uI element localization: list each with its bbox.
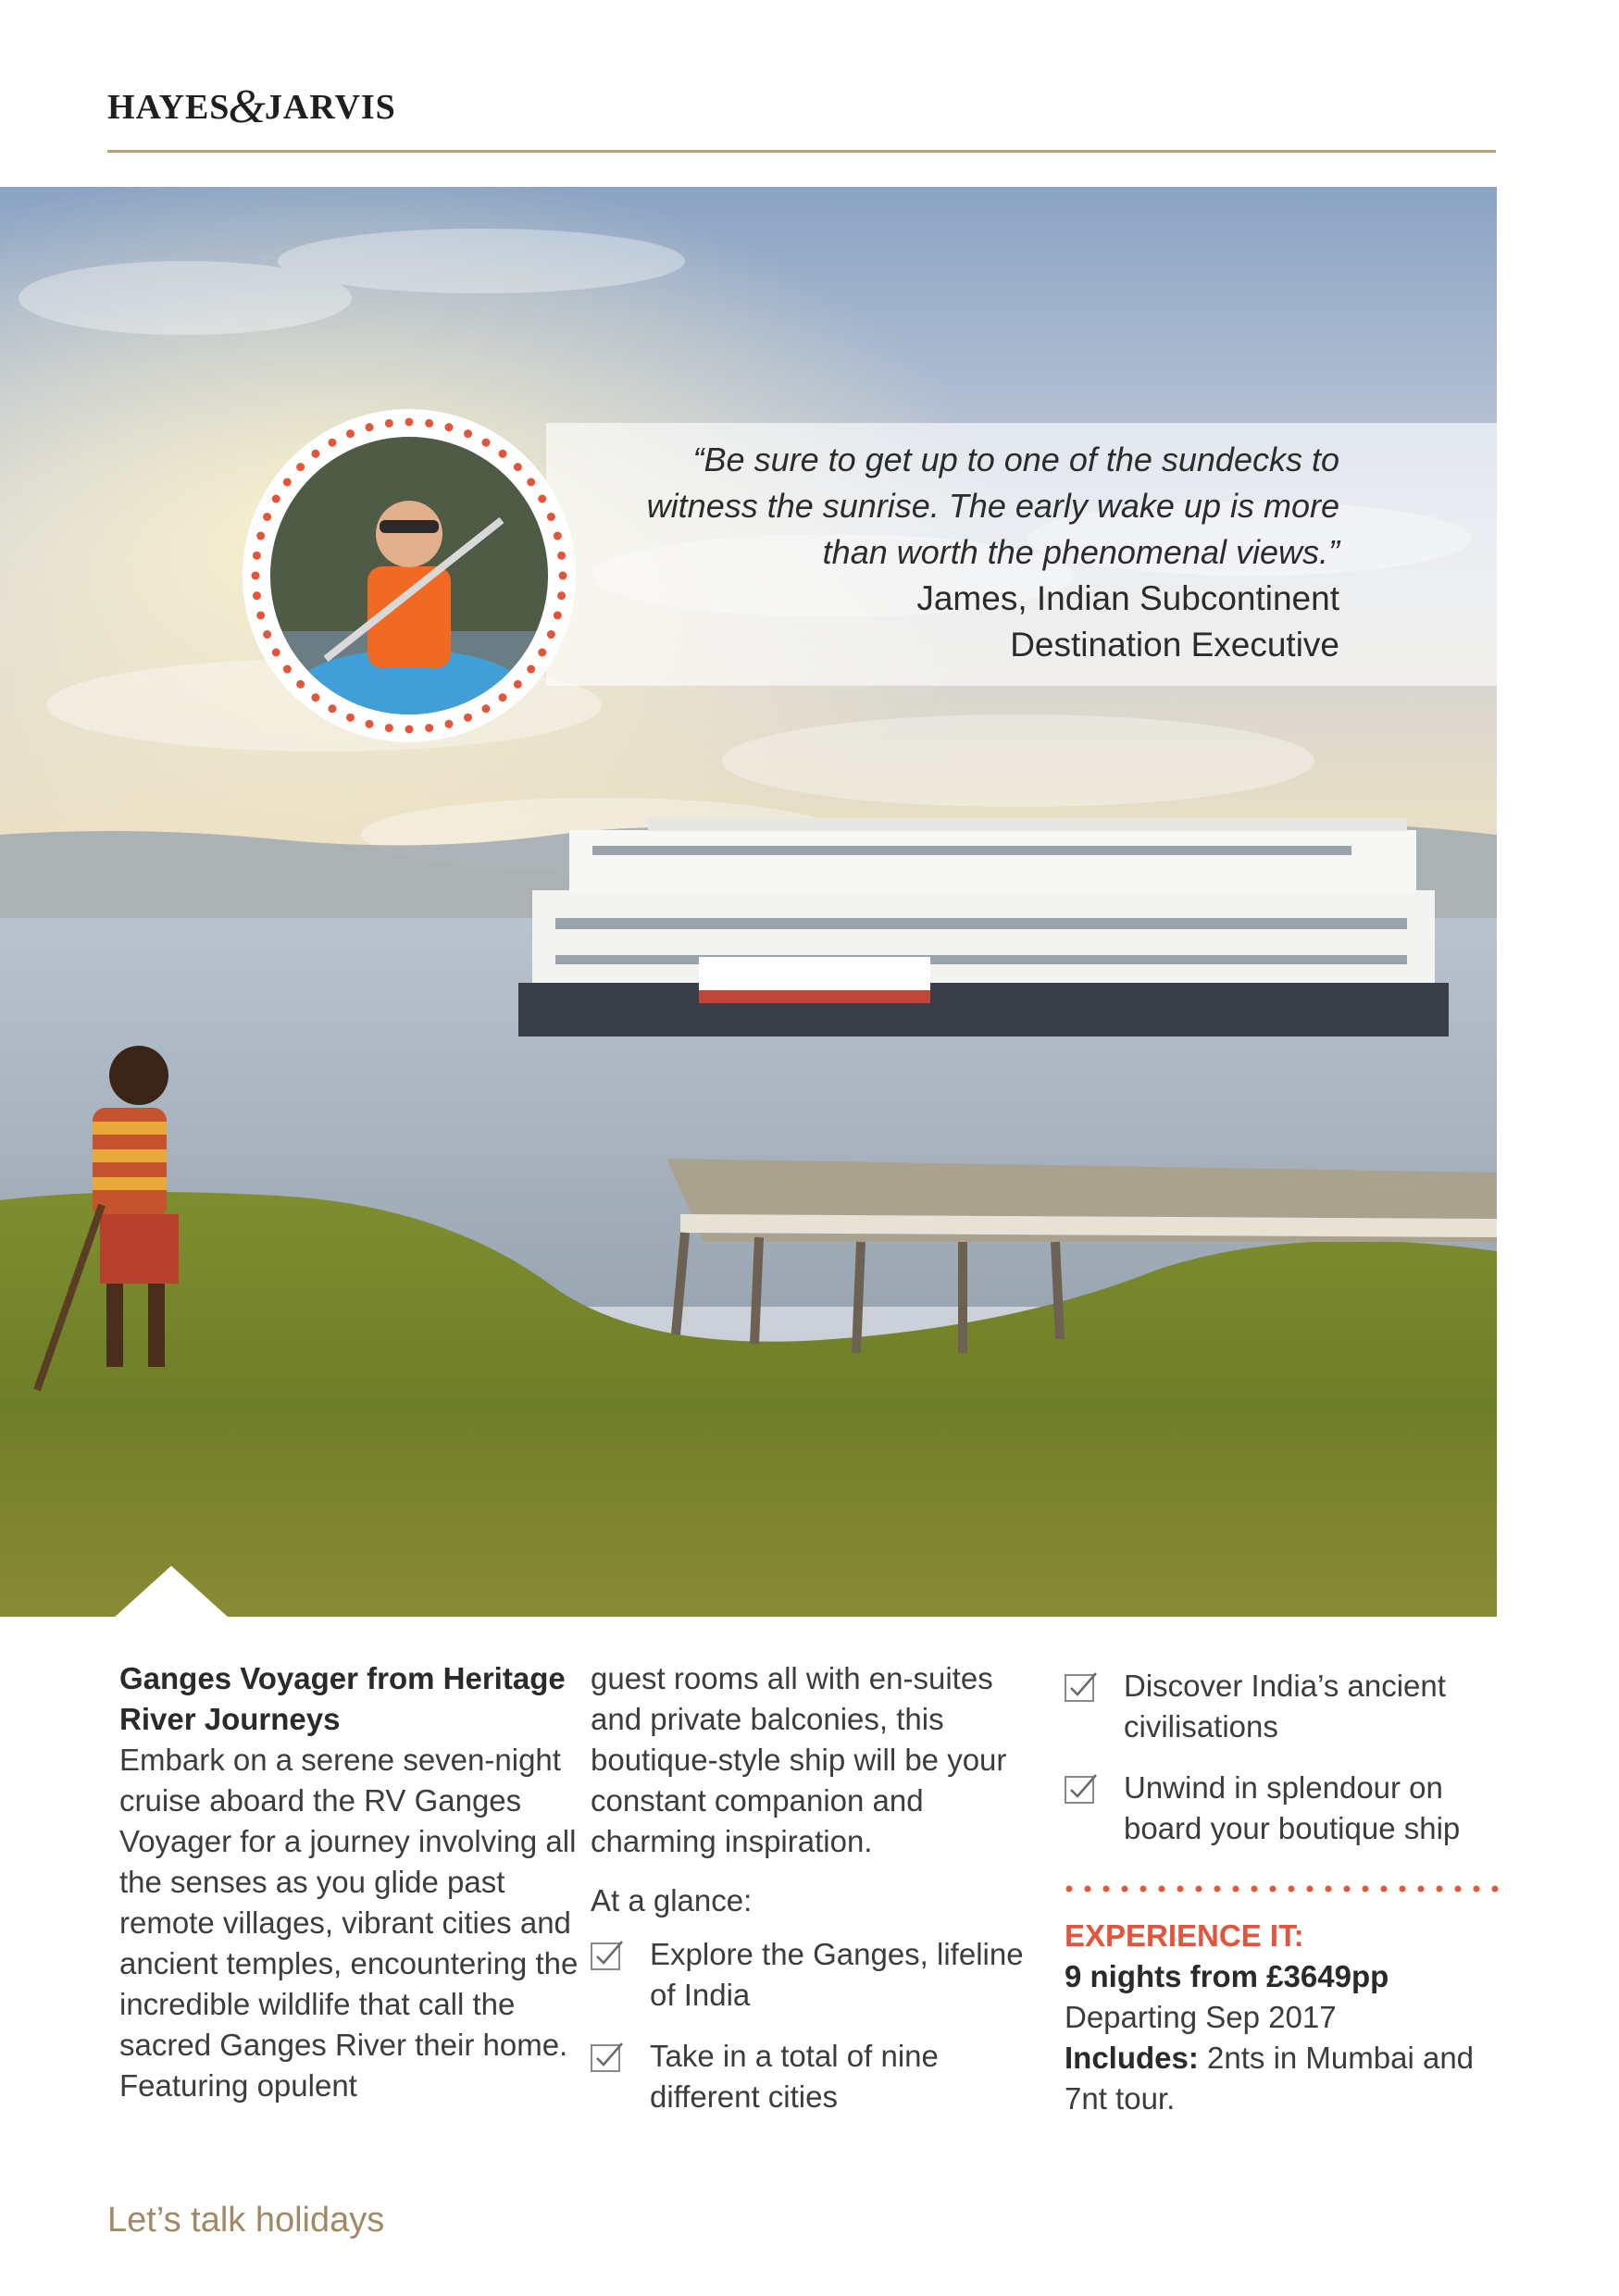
checklist-item-text: Unwind in splendour on board your boutique ship [1124,1770,1461,1845]
quote-line-1: “Be sure to get up to one of the sundecks to [692,441,1339,478]
rule-dot [1066,1886,1073,1893]
ring-dot [253,552,261,560]
rule-dot [1307,1886,1314,1893]
ring-dot [554,611,562,619]
ring-dot [366,720,374,728]
ring-dot [547,630,555,639]
brand-logo [107,81,396,133]
ring-dot [425,724,433,732]
at-a-glance-label: At a glance: [591,1883,753,1917]
glance-checklist-left [591,1934,1030,2117]
article-body-part-2: guest rooms all with en-suites and private balconies, this boutique-style ship will be your constant companion and charming inspiration. [591,1661,1007,1858]
ring-dot [256,611,265,619]
ring-dot [464,714,472,722]
ring-dot [329,439,337,447]
ring-dot [296,680,305,689]
ring-dot [385,419,393,428]
experience-box [1065,1916,1509,2119]
quote-author: James, Indian Subcontinent [916,579,1339,617]
article-heading: Ganges Voyager from Heritage River Journeys [119,1661,566,1736]
rule-dot [1233,1886,1239,1893]
ring-dot [538,649,546,657]
header-divider [107,150,1496,153]
quote-line-3: than worth the phenomenal views.” [822,533,1339,571]
article-column-1 [119,1658,582,2106]
ring-dot [253,591,261,600]
checklist-item [1065,1666,1509,1747]
ring-dot [346,429,355,438]
article-column-2 [591,1658,1030,2138]
rule-dot [1270,1886,1277,1893]
ring-dot [554,532,562,540]
ring-dot [527,665,535,674]
ring-dot [482,704,491,713]
footer-tagline: Let’s talk holidays [107,2201,385,2240]
experience-title: EXPERIENCE IT: [1065,1918,1304,1953]
rule-dot [1177,1886,1184,1893]
rule-dot [1437,1886,1443,1893]
glance-checklist-right [1065,1666,1509,1849]
rule-dot [1289,1886,1295,1893]
ring-dot [272,495,280,503]
ring-dot [444,720,453,728]
ring-dot [296,463,305,471]
hero-photo [0,187,1497,1617]
ring-dot [557,591,566,600]
includes-label: Includes: [1065,2041,1199,2075]
rule-dot [1455,1886,1462,1893]
ring-dot [366,423,374,431]
rule-dot [1344,1886,1351,1893]
checklist-item [591,2036,1030,2117]
ring-dot [482,439,491,447]
checkbox-checked-icon [1065,1773,1098,1805]
ring-dot [405,418,414,427]
ring-dot [272,649,280,657]
ring-dot [329,704,337,713]
ring-dot [283,478,292,486]
checkbox-checked-icon [1065,1671,1098,1703]
experience-departing: Departing Sep 2017 [1065,2000,1337,2034]
rule-dot [1474,1886,1480,1893]
checklist-item [1065,1768,1509,1849]
ring-dot [311,450,319,458]
ring-dot [385,724,393,732]
ring-dot [499,693,507,701]
ring-dot [256,532,265,540]
ring-dot [263,513,271,521]
article-column-3 [1065,1666,1509,1869]
checkbox-checked-icon [591,1940,624,1971]
rule-dot [1159,1886,1165,1893]
ring-dot [527,478,535,486]
ring-dot [499,450,507,458]
ring-dot [557,552,566,560]
includes-text: 2nts in Mumbai and 7nt tour. [1065,2041,1475,2116]
ring-dot [538,495,546,503]
checklist-item-text: Discover India’s ancient civilisations [1124,1669,1446,1744]
river-scene-illustration [0,187,1497,1617]
rule-dot [1418,1886,1425,1893]
logo-ampersand: & [228,81,267,133]
ring-dot [263,630,271,639]
checklist-item-text: Explore the Ganges, lifeline of India [650,1937,1024,2012]
quote-author-role: Destination Executive [1010,626,1339,664]
rule-dot [1400,1886,1406,1893]
ring-dot [311,693,319,701]
dotted-divider [1065,1884,1509,1893]
ring-dot [464,429,472,438]
ring-dot [514,680,522,689]
rule-dot [1085,1886,1091,1893]
logo-word-right: JARVIS [264,88,396,127]
rule-dot [1214,1886,1221,1893]
ring-dot [547,513,555,521]
ring-dot [514,463,522,471]
author-portrait [243,409,576,742]
experience-includes [1065,2041,1474,2116]
ring-dot [444,423,453,431]
rule-dot [1122,1886,1128,1893]
rule-dot [1140,1886,1147,1893]
checklist-item-text: Take in a total of nine different cities [650,2039,939,2114]
quote-line-2: witness the sunrise. The early wake up is more [646,487,1339,525]
rule-dot [1252,1886,1258,1893]
rule-dot [1196,1886,1202,1893]
ring-dot [425,419,433,428]
checkbox-checked-icon [591,2042,624,2073]
ring-dot [405,726,414,734]
rule-dot [1381,1886,1388,1893]
rule-dot [1492,1886,1499,1893]
logo-word-left: HAYES [107,88,230,127]
rule-dot [1103,1886,1110,1893]
ring-dot [283,665,292,674]
ring-dot [252,572,260,580]
rule-dot [1326,1886,1332,1893]
ring-dot [559,572,567,580]
article-body-part-1: Embark on a serene seven-night cruise aboard the RV Ganges Voyager for a journey involving all the senses as you glide past remote villages, vibrant cities and ancient temples, encountering the incredible wildlife that call the sacred Ganges River their home. Featuring opulent [119,1743,579,2103]
pointer-notch [114,1566,229,1618]
checklist-item [591,1934,1030,2016]
ship-shape [518,818,1449,1036]
portrait-photo [270,437,548,714]
ring-dot [346,714,355,722]
rule-dot [1363,1886,1369,1893]
experience-price: 9 nights from £3649pp [1065,1959,1389,1993]
